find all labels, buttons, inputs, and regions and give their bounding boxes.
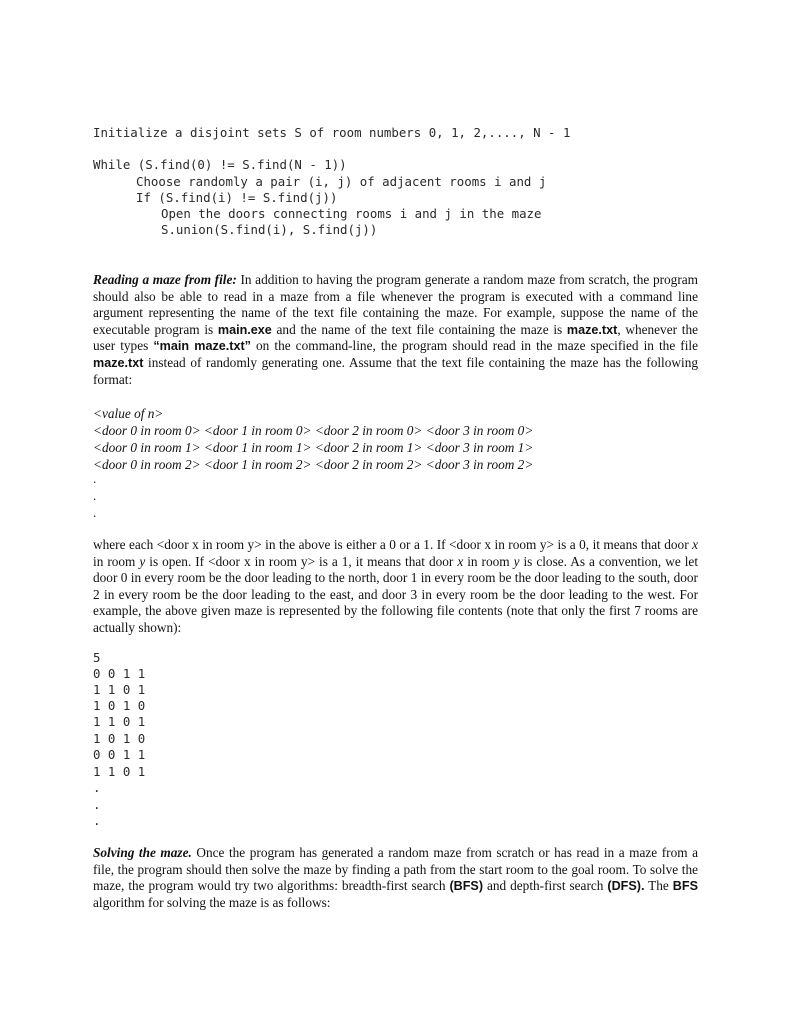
var-x-2: x bbox=[457, 553, 464, 569]
pseudocode-line-6: S.union(S.find(i), S.find(j)) bbox=[161, 222, 378, 237]
reading-text-2: and the name of the text file containing the maze is bbox=[271, 321, 567, 337]
command-example: “main maze.txt” bbox=[153, 339, 251, 354]
where-text-5: is close. As a convention, we let door 0 in every room be the door leading to the north, door 1 in every room be the door leading to the south, door 2 in every room be the door leading to the east, and door 3 in every room be the door leading to the west. For example, the above given maze is represented by the following file contents (note that only the first 7 rooms are actually shown): bbox=[93, 553, 699, 635]
var-y-2: y bbox=[513, 553, 520, 569]
maze-file-name: maze.txt bbox=[566, 322, 618, 337]
format-line-1: <door 0 in room 0> <door 1 in room 0> <door 2 in room 0> <door 3 in room 0> bbox=[93, 423, 534, 438]
var-y-1: y bbox=[139, 553, 146, 569]
example-row: 0 0 1 1 bbox=[93, 666, 146, 681]
pseudocode-line-2: While (S.find(0) != S.find(N - 1)) bbox=[93, 157, 347, 172]
reading-text-3: , whenever the user types bbox=[93, 321, 698, 354]
where-text-4: in room bbox=[463, 553, 514, 569]
format-line-3: <door 0 in room 2> <door 1 in room 2> <door 2 in room 2> <door 3 in room 2> bbox=[93, 457, 534, 472]
example-row: 1 1 0 1 bbox=[93, 764, 146, 779]
solving-text-3: The bbox=[644, 878, 673, 894]
pseudocode-line-1: Initialize a disjoint sets S of room numbers 0, 1, 2,...., N - 1 bbox=[93, 125, 571, 140]
reading-heading: Reading a maze from file: bbox=[93, 272, 237, 287]
format-dot-1: . bbox=[93, 471, 97, 486]
example-row: 1 1 0 1 bbox=[93, 682, 146, 697]
where-text-3: is open. If <door x in room y> is a 1, it means that door bbox=[145, 553, 458, 569]
var-x-1: x bbox=[692, 537, 698, 552]
bfs-label: (BFS) bbox=[449, 879, 484, 894]
format-dot-2: . bbox=[93, 488, 97, 503]
exe-name: main.exe bbox=[217, 322, 272, 337]
solving-paragraph bbox=[93, 845, 698, 911]
where-text-2: in room bbox=[93, 553, 140, 569]
example-n-value: 5 bbox=[93, 650, 101, 665]
example-row: 1 0 1 0 bbox=[93, 731, 146, 746]
pseudocode-line-4: If (S.find(i) != S.find(j)) bbox=[136, 190, 338, 205]
where-paragraph bbox=[93, 537, 698, 637]
dfs-label: (DFS). bbox=[607, 879, 645, 894]
reading-text-5: instead of randomly generating one. Assume that the text file containing the maze has the following format: bbox=[93, 354, 698, 387]
reading-text-4: on the command-line, the program should read in the maze specified in the file bbox=[250, 338, 698, 354]
format-line-2: <door 0 in room 1> <door 1 in room 1> <door 2 in room 1> <door 3 in room 1> bbox=[93, 440, 534, 455]
bfs-label-2: BFS bbox=[672, 879, 698, 894]
example-dot-1: . bbox=[93, 780, 101, 795]
solving-heading: Solving the maze. bbox=[93, 845, 192, 860]
where-text-1: where each <door x in room y> in the above is either a 0 or a 1. If <door x in room y> is a 0, it means that door bbox=[93, 537, 693, 552]
solving-text-4: algorithm for solving the maze is as follows: bbox=[93, 894, 331, 910]
maze-file-name-2: maze.txt bbox=[93, 355, 144, 370]
reading-paragraph bbox=[93, 272, 698, 388]
pseudocode-line-5: Open the doors connecting rooms i and j in the maze bbox=[161, 206, 542, 221]
example-dot-3: . bbox=[93, 813, 101, 828]
example-row: 1 0 1 0 bbox=[93, 698, 146, 713]
reading-text-1: In addition to having the program generate a random maze from scratch, the program should also be able to read in a maze from a file whenever the program is executed with a command line argument representing the name of the text file containing the maze. For example, suppose the name of the executable program is bbox=[93, 272, 698, 337]
example-row: 0 0 1 1 bbox=[93, 747, 146, 762]
pseudocode-line-3: Choose randomly a pair (i, j) of adjacent rooms i and j bbox=[136, 174, 547, 189]
format-line-0: <value of n> bbox=[93, 406, 164, 421]
format-dot-3: . bbox=[93, 505, 97, 520]
solving-text-2: and depth-first search bbox=[483, 878, 608, 894]
solving-text-1: Once the program has generated a random maze from scratch or has read in a maze from a file, the program should then solve the maze by finding a path from the start room to the goal room. To solve the maze, the program would try two algorithms: breadth-first search bbox=[93, 845, 698, 894]
example-row: 1 1 0 1 bbox=[93, 714, 146, 729]
example-dot-2: . bbox=[93, 797, 101, 812]
